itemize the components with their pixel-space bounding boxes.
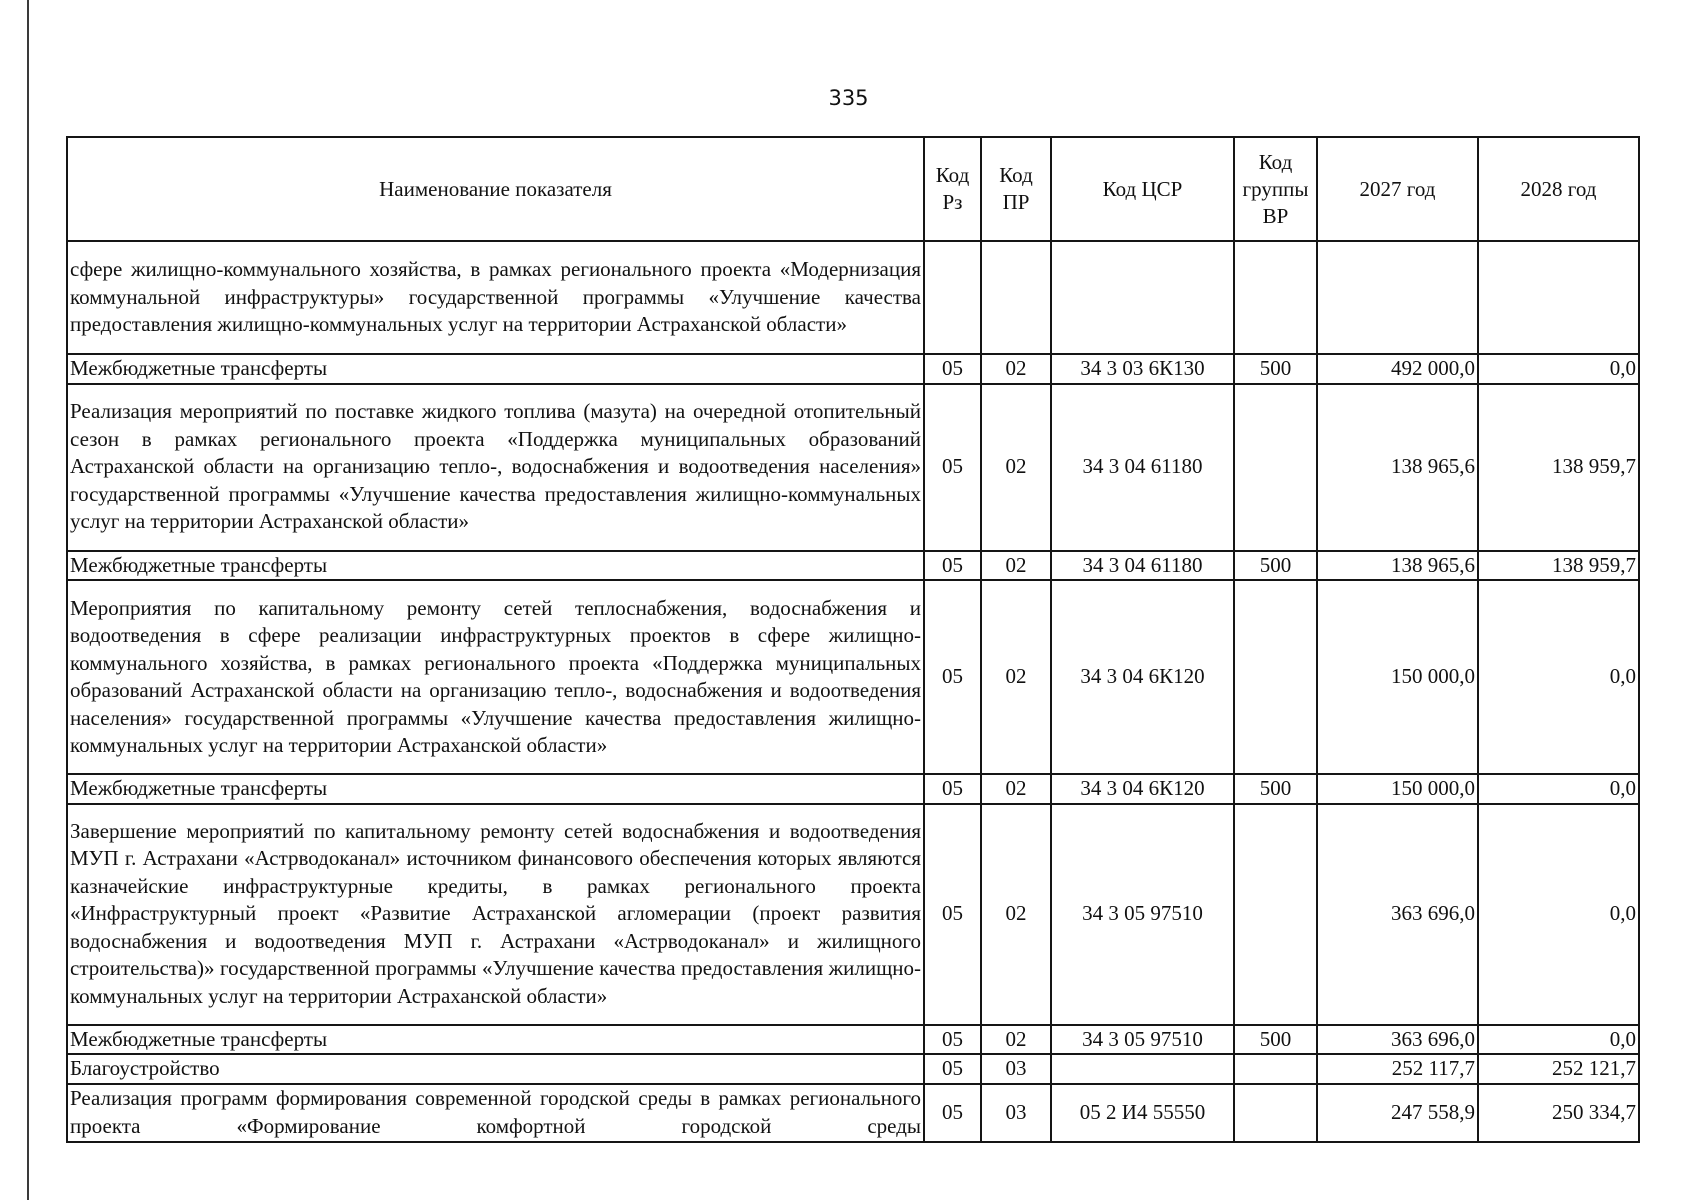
row-rz: 05 <box>924 1084 981 1142</box>
row-2028: 250 334,7 <box>1478 1084 1639 1142</box>
row-name: Реализация программ формирования современной городской среды в рамках регионального проекта «Формирование комфортной городской среды <box>67 1084 924 1142</box>
row-name: Реализация мероприятий по поставке жидкого топлива (мазута) на очередной отопительный сезон в рамках регионального проекта «Поддержка муниципальных образований Астраханской области на организацию тепло-, водоснабжения и водоотведения населения» государственной программы «Улучшение качества предоставления жилищно-коммунальных услуг на территории Астраханской области» <box>67 384 924 551</box>
row-csr: 34 3 03 6К130 <box>1051 354 1234 384</box>
row-vr <box>1234 580 1317 774</box>
row-2027: 150 000,0 <box>1317 580 1478 774</box>
page-number: 335 <box>828 86 869 110</box>
row-vr: 500 <box>1234 354 1317 384</box>
header-csr: Код ЦСР <box>1051 137 1234 241</box>
row-rz: 05 <box>924 384 981 551</box>
table-row <box>67 1084 1639 1142</box>
row-pr: 03 <box>981 1084 1051 1142</box>
row-2028: 0,0 <box>1478 774 1639 804</box>
row-2028: 0,0 <box>1478 804 1639 1025</box>
row-2027 <box>1317 241 1478 354</box>
row-2027: 363 696,0 <box>1317 1025 1478 1055</box>
row-2028: 252 121,7 <box>1478 1054 1639 1084</box>
row-vr <box>1234 804 1317 1025</box>
row-csr: 34 3 04 61180 <box>1051 384 1234 551</box>
row-vr <box>1234 384 1317 551</box>
row-csr: 05 2 И4 55550 <box>1051 1084 1234 1142</box>
table-row <box>67 551 1639 581</box>
row-2027: 138 965,6 <box>1317 384 1478 551</box>
row-name: Межбюджетные трансферты <box>67 551 924 581</box>
row-rz <box>924 241 981 354</box>
row-csr <box>1051 241 1234 354</box>
header-2028: 2028 год <box>1478 137 1639 241</box>
row-2028: 0,0 <box>1478 1025 1639 1055</box>
row-csr: 34 3 04 6К120 <box>1051 580 1234 774</box>
row-pr: 02 <box>981 551 1051 581</box>
row-csr: 34 3 04 61180 <box>1051 551 1234 581</box>
table-row <box>67 1054 1639 1084</box>
row-pr: 02 <box>981 354 1051 384</box>
row-vr: 500 <box>1234 551 1317 581</box>
row-vr <box>1234 1054 1317 1084</box>
row-pr: 02 <box>981 804 1051 1025</box>
row-pr: 02 <box>981 580 1051 774</box>
budget-table <box>66 136 1640 1143</box>
row-name: Благоустройство <box>67 1054 924 1084</box>
row-vr: 500 <box>1234 1025 1317 1055</box>
row-vr <box>1234 241 1317 354</box>
table-row <box>67 1025 1639 1055</box>
row-rz: 05 <box>924 580 981 774</box>
row-2028: 0,0 <box>1478 580 1639 774</box>
row-name: сфере жилищно-коммунального хозяйства, в рамках регионального проекта «Модернизация коммунальной инфраструктуры» государственной программы «Улучшение качества предоставления жилищно-коммунальных услуг на территории Астраханской области» <box>67 241 924 354</box>
row-name: Межбюджетные трансферты <box>67 354 924 384</box>
table-row <box>67 384 1639 551</box>
row-pr: 02 <box>981 774 1051 804</box>
row-2027: 138 965,6 <box>1317 551 1478 581</box>
row-rz: 05 <box>924 354 981 384</box>
row-2028: 138 959,7 <box>1478 384 1639 551</box>
header-rz: Код Рз <box>924 137 981 241</box>
table-row <box>67 580 1639 774</box>
row-2028: 0,0 <box>1478 354 1639 384</box>
row-name: Межбюджетные трансферты <box>67 774 924 804</box>
row-2027: 247 558,9 <box>1317 1084 1478 1142</box>
table-header-row <box>67 137 1639 241</box>
header-2027: 2027 год <box>1317 137 1478 241</box>
row-2028 <box>1478 241 1639 354</box>
row-csr: 34 3 05 97510 <box>1051 804 1234 1025</box>
row-rz: 05 <box>924 1054 981 1084</box>
row-pr: 03 <box>981 1054 1051 1084</box>
row-pr: 02 <box>981 384 1051 551</box>
table-row <box>67 354 1639 384</box>
row-csr: 34 3 04 6К120 <box>1051 774 1234 804</box>
row-vr: 500 <box>1234 774 1317 804</box>
header-pr: Код ПР <box>981 137 1051 241</box>
row-2027: 363 696,0 <box>1317 804 1478 1025</box>
row-csr <box>1051 1054 1234 1084</box>
row-rz: 05 <box>924 774 981 804</box>
table-row <box>67 804 1639 1025</box>
row-rz: 05 <box>924 551 981 581</box>
row-2028: 138 959,7 <box>1478 551 1639 581</box>
header-vr: Код группы ВР <box>1234 137 1317 241</box>
row-rz: 05 <box>924 804 981 1025</box>
row-pr <box>981 241 1051 354</box>
row-2027: 252 117,7 <box>1317 1054 1478 1084</box>
row-2027: 492 000,0 <box>1317 354 1478 384</box>
page-edge-line <box>27 0 29 1200</box>
row-2027: 150 000,0 <box>1317 774 1478 804</box>
table-row <box>67 774 1639 804</box>
row-name: Мероприятия по капитальному ремонту сетей теплоснабжения, водоснабжения и водоотведения в сфере реализации инфраструктурных проектов в сфере жилищно-коммунального хозяйства, в рамках регионального проекта «Поддержка муниципальных образований Астраханской области на организацию тепло-, водоснабжения и водоотведения населения» государственной программы «Улучшение качества предоставления жилищно-коммунальных услуг на территории Астраханской области» <box>67 580 924 774</box>
row-rz: 05 <box>924 1025 981 1055</box>
row-name: Завершение мероприятий по капитальному ремонту сетей водоснабжения и водоотведения МУП г. Астрахани «Астрводоканал» источником финансового обеспечения которых являются казначейские инфраструктурные кредиты, в рамках регионального проекта «Инфраструктурный проект «Развитие Астраханской агломерации (проект развития водоснабжения и водоотведения МУП г. Астрахани «Астрводоканал» и жилищного строительства)» государственной программы «Улучшение качества предоставления жилищно-коммунальных услуг на территории Астраханской области» <box>67 804 924 1025</box>
row-csr: 34 3 05 97510 <box>1051 1025 1234 1055</box>
row-name: Межбюджетные трансферты <box>67 1025 924 1055</box>
table-row <box>67 241 1639 354</box>
row-vr <box>1234 1084 1317 1142</box>
row-pr: 02 <box>981 1025 1051 1055</box>
header-name: Наименование показателя <box>67 137 924 241</box>
